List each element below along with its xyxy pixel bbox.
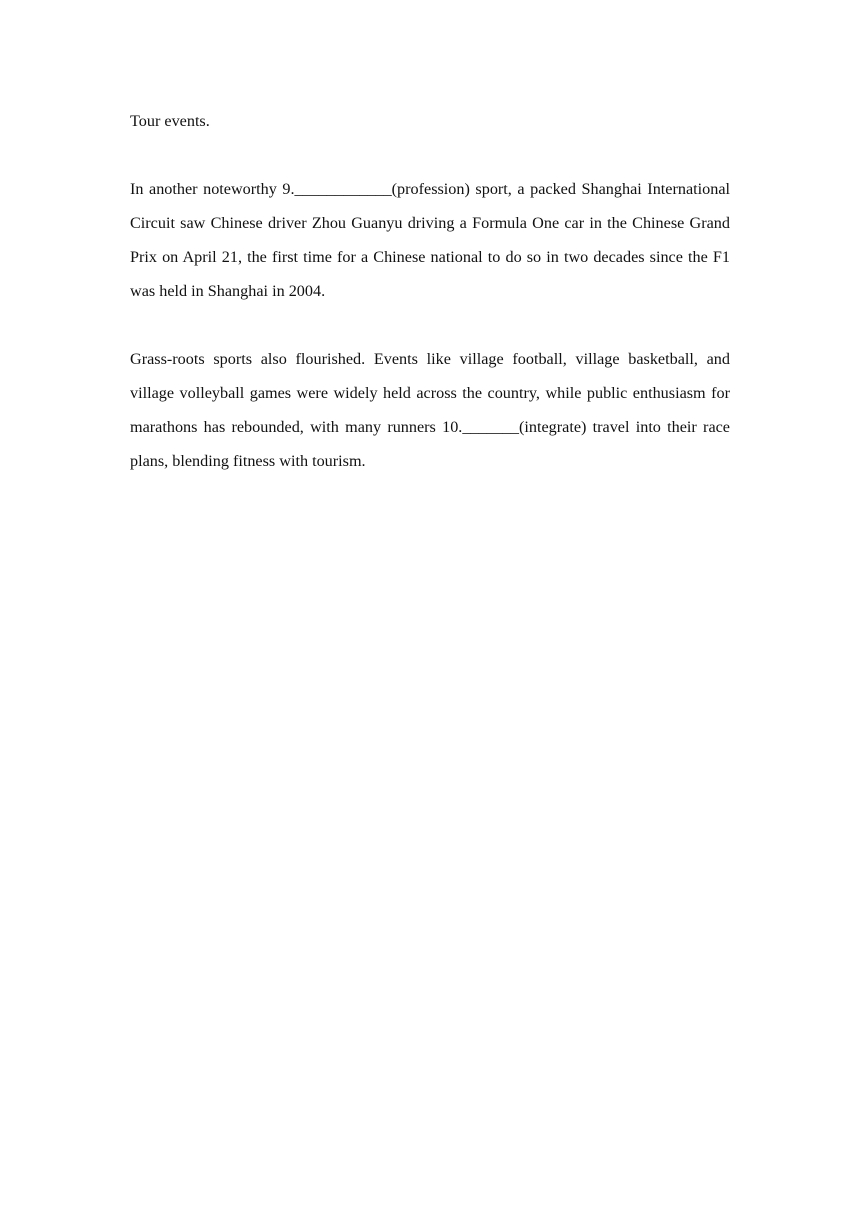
paragraph-tour-events: Tour events. [130, 112, 210, 130]
document-body [130, 104, 730, 478]
paragraph-formula-one: In another noteworthy 9.____________(profession) sport, a packed Shanghai International Circuit saw Chinese driver Zhou Guanyu driving a Formula One car in the Chinese Grand Prix on April 21, the first time for a Chinese national to do so in two decades since the F1 was held in Shanghai in 2004. [130, 180, 730, 300]
paragraph-grass-roots-sports: Grass-roots sports also flourished. Events like village football, village basketball, and village volleyball games were widely held across the country, while public enthusiasm for marathons has rebounded, with many runners 10._______(integrate) travel into their race plans, blending fitness with tourism. [130, 350, 730, 470]
